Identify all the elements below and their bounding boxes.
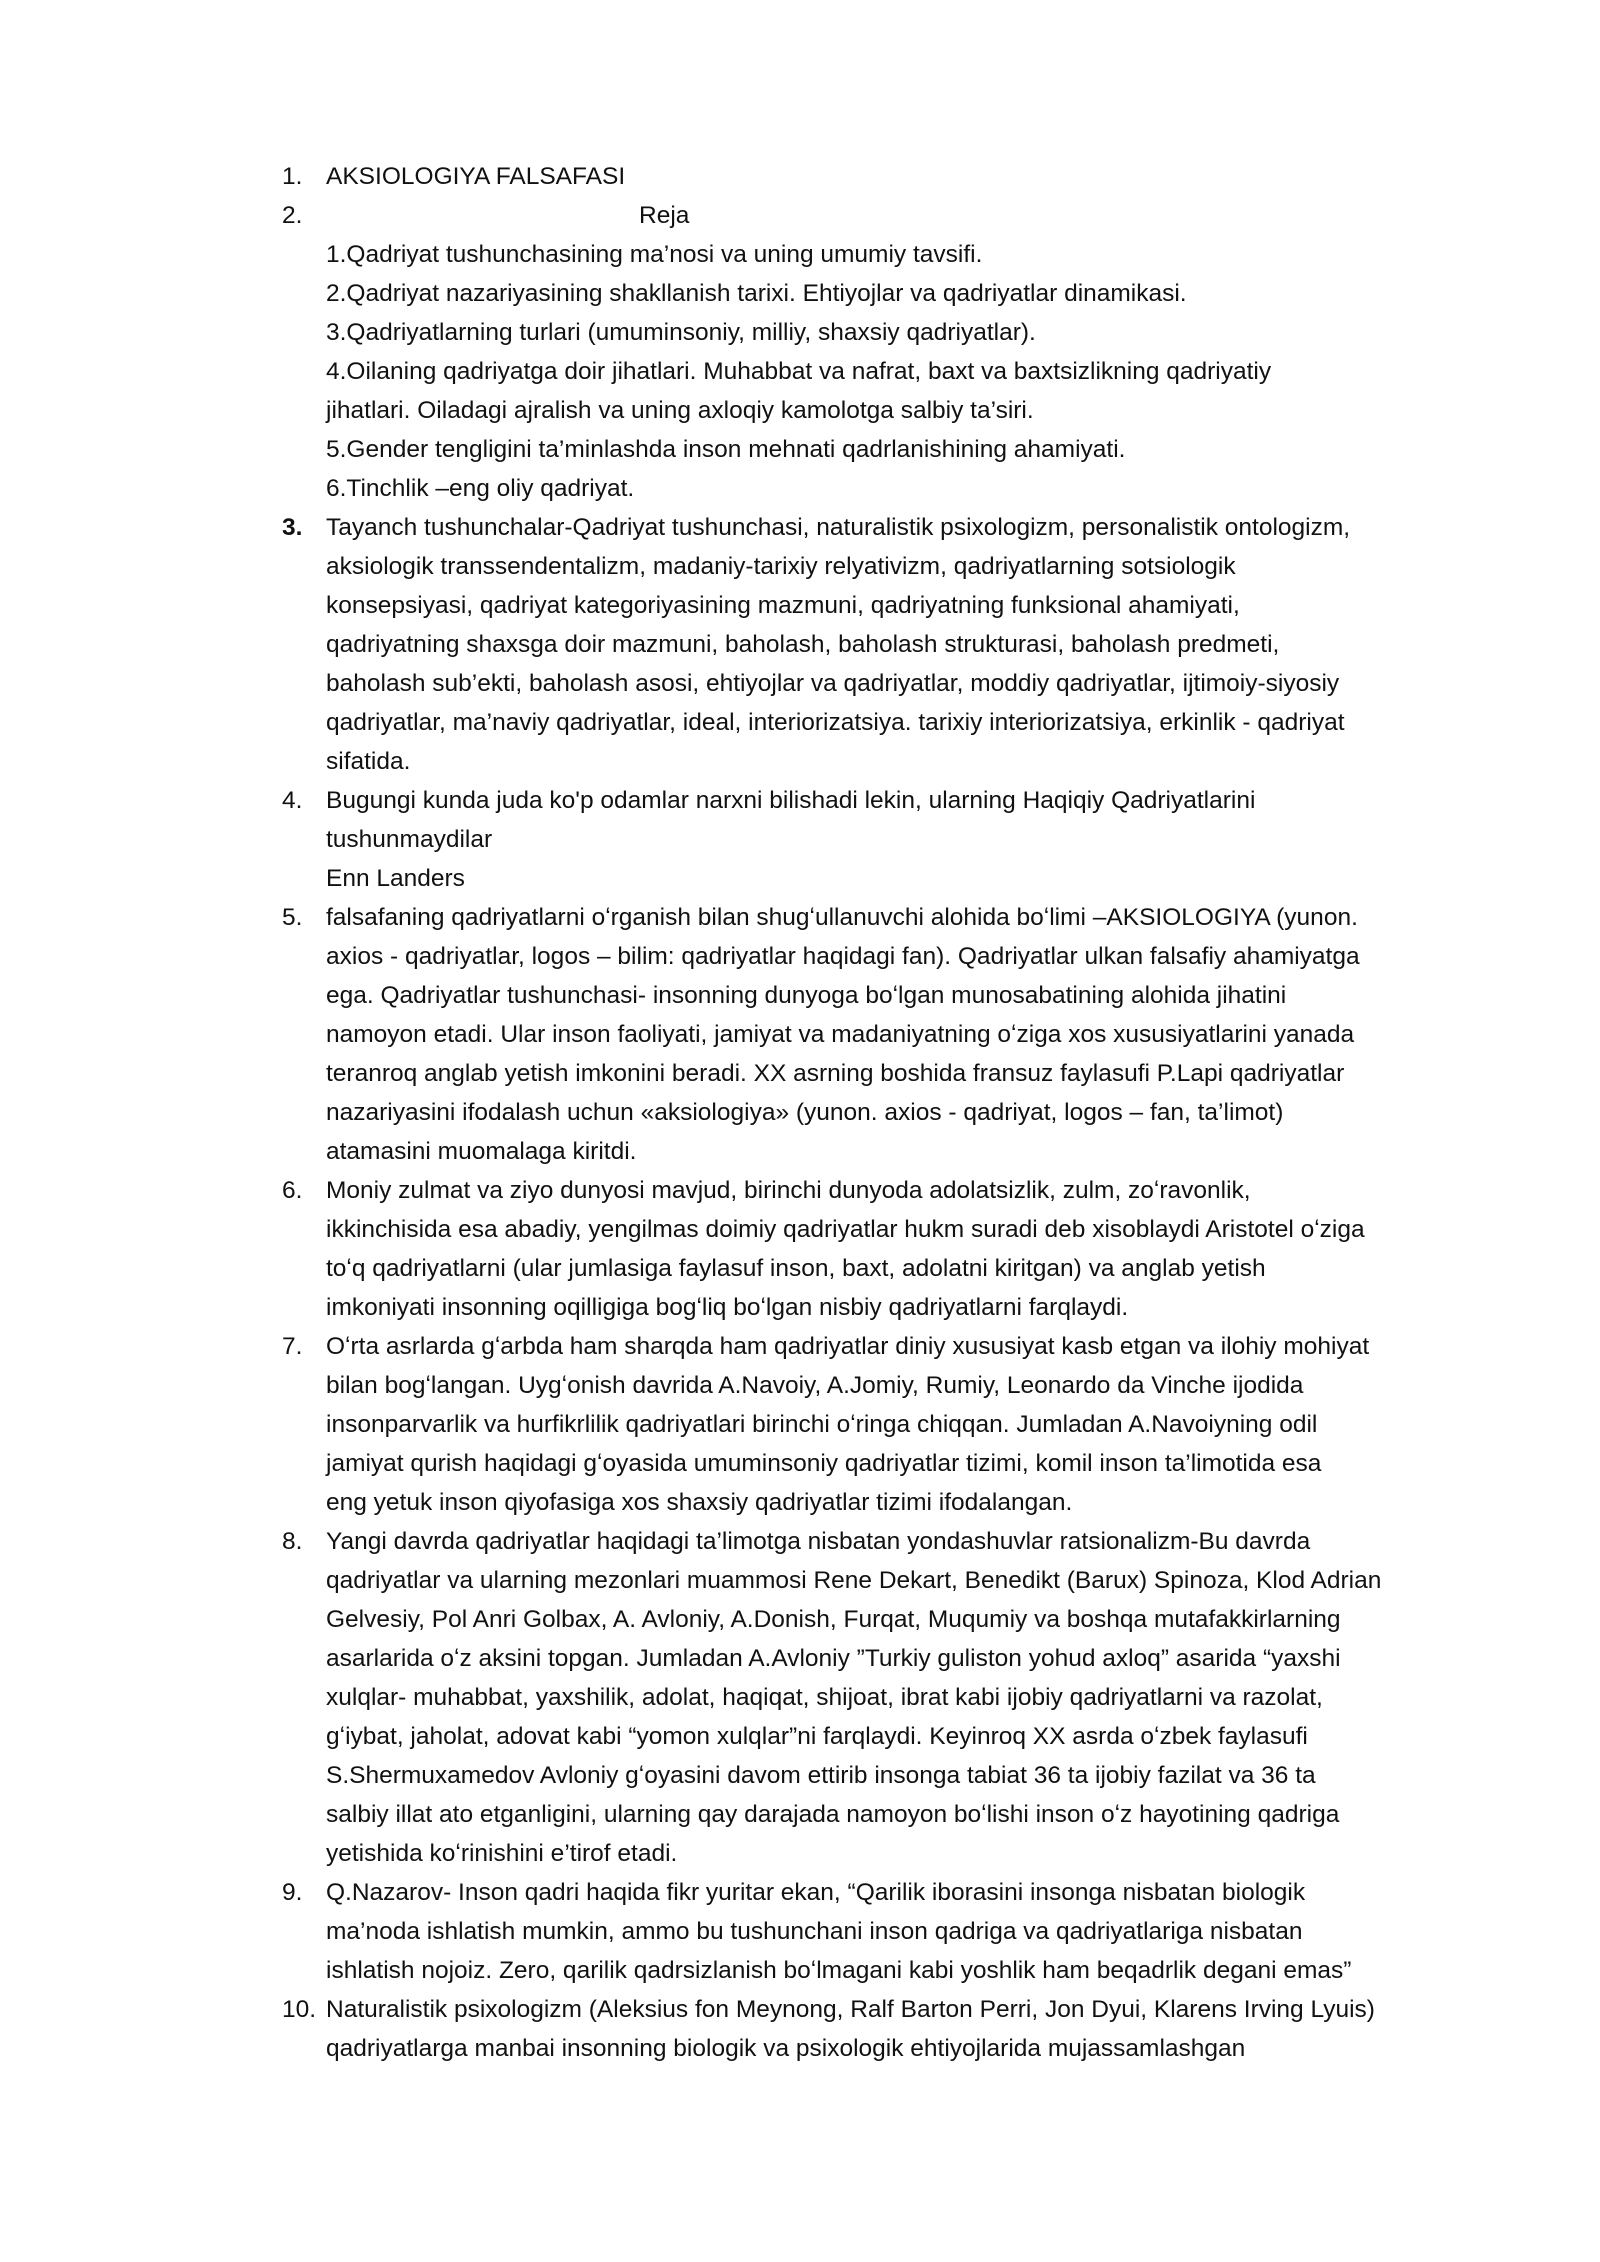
text-line: baholash sub’ekti, baholash asosi, ehtiyojlar va qadriyatlar, moddiy qadriyatlar, ijtimoiy-siyosiy (326, 670, 1340, 697)
list-item (270, 1327, 1495, 1522)
text-line: ishlatish nojoiz. Zero, qarilik qadrsizlanish boʻlmagani kabi yoshlik ham beqadrlik degani emas” (326, 1957, 1352, 1984)
text-line: ega. Qadriyatlar tushunchasi- insonning dunyoga boʻlgan munosabatining alohida jihatini (326, 982, 1287, 1009)
list-number: 4. (282, 787, 303, 814)
text-line: asarlarida oʻz aksini topgan. Jumladan A.Avloniy ”Turkiy guliston yohud axloq” asarida “yaxshi (326, 1645, 1341, 1672)
list-number: 3. (282, 514, 303, 541)
plan-item: 4.Oilaning qadriyatga doir jihatlari. Muhabbat va nafrat, baxt va baxtsizlikning qadriyatiy (326, 358, 1272, 385)
text-line: axios - qadriyatlar, logos – bilim: qadriyatlar haqidagi fan). Qadriyatlar ulkan falsafiy ahamiyatga (326, 943, 1360, 970)
quote-line: Bugungi kunda juda ko'p odamlar narxni bilishadi lekin, ularning Haqiqiy Qadriyatlarini (326, 787, 1256, 814)
document-title: AKSIOLOGIYA FALSAFASI (326, 163, 626, 190)
text-line: toʻq qadriyatlarni (ular jumlasiga faylasuf inson, baxt, adolatni kiritgan) va anglab yetish (326, 1255, 1266, 1282)
list-number: 2. (282, 202, 303, 229)
quote-author: Enn Landers (326, 865, 465, 892)
list-item (270, 1990, 1495, 2068)
text-line: aksiologik transsendentalizm, madaniy-tarixiy relyativizm, qadriyatlarning sotsiologik (326, 553, 1236, 580)
plan-item: 3.Qadriyatlarning turlari (umuminsoniy, milliy, shaxsiy qadriyatlar). (326, 319, 1036, 346)
list-number: 1. (282, 163, 303, 190)
text-line: atamasini muomalaga kiritdi. (326, 1138, 637, 1165)
list-item (270, 898, 1495, 1171)
text-line: Oʻrta asrlarda gʻarbda ham sharqda ham qadriyatlar diniy xususiyat kasb etgan va ilohiy mohiyat (326, 1333, 1370, 1360)
list-number: 9. (282, 1879, 303, 1906)
list-item (270, 157, 1495, 196)
text-line: qadriyatlarga manbai insonning biologik va psixologik ehtiyojlarida mujassamlashgan (326, 2035, 1246, 2062)
quote-line: tushunmaydilar (326, 826, 493, 853)
text-line: bilan bogʻlangan. Uygʻonish davrida A.Navoiy, A.Jomiy, Rumiy, Leonardo da Vinche ijodida (326, 1372, 1304, 1399)
plan-item: 1.Qadriyat tushunchasining ma’nosi va uning umumiy tavsifi. (326, 241, 983, 268)
text-line: Moniy zulmat va ziyo dunyosi mavjud, birinchi dunyoda adolatsizlik, zulm, zoʻravonlik, (326, 1177, 1251, 1204)
text-line: qadriyatlar, ma’naviy qadriyatlar, ideal, interiorizatsiya. tarixiy interiorizatsiya, erkinlik - qadriyat (326, 709, 1345, 736)
list-item (270, 1873, 1495, 1990)
list-item (270, 1171, 1495, 1327)
text-line: Tayanch tushunchalar-Qadriyat tushunchasi, naturalistik psixologizm, personalistik ontologizm, (326, 514, 1351, 541)
text-line: Q.Nazarov- Inson qadri haqida fikr yuritar ekan, “Qarilik iborasini insonga nisbatan biologik (326, 1879, 1306, 1906)
text-line: Yangi davrda qadriyatlar haqidagi ta’limotga nisbatan yondashuvlar ratsionalizm-Bu davrda (326, 1528, 1311, 1555)
list-number: 6. (282, 1177, 303, 1204)
text-line: Naturalistik psixologizm (Aleksius fon Meynong, Ralf Barton Perri, Jon Dyui, Klarens Irving Lyuis) (326, 1996, 1375, 2023)
plan-item: 2.Qadriyat nazariyasining shakllanish tarixi. Ehtiyojlar va qadriyatlar dinamikasi. (326, 280, 1187, 307)
text-line: eng yetuk inson qiyofasiga xos shaxsiy qadriyatlar tizimi ifodalangan. (326, 1489, 1073, 1516)
list-number: 5. (282, 904, 303, 931)
text-line: namoyon etadi. Ular inson faoliyati, jamiyat va madaniyatning oʻziga xos xususiyatlarini yanada (326, 1021, 1355, 1048)
text-line: xulqlar- muhabbat, yaxshilik, adolat, haqiqat, shijoat, ibrat kabi ijobiy qadriyatlarni va razolat, (326, 1684, 1323, 1711)
text-line: ma’noda ishlatish mumkin, ammo bu tushunchani inson qadriga va qadriyatlariga nisbatan (326, 1918, 1303, 1945)
list-item (270, 508, 1495, 781)
text-line: konsepsiyasi, qadriyat kategoriyasining mazmuni, qadriyatning funksional ahamiyati, (326, 592, 1240, 619)
text-line: imkoniyati insonning oqilligiga bogʻliq boʻlgan nisbiy qadriyatlarni farqlaydi. (326, 1294, 1129, 1321)
text-line: jamiyat qurish haqidagi gʻoyasida umuminsoniy qadriyatlar tizimi, komil inson ta’limotida esa (326, 1450, 1322, 1477)
text-line: Gelvesiy, Pol Anri Golbax, A. Avloniy, A.Donish, Furqat, Muqumiy va boshqa mutafakkirlarning (326, 1606, 1341, 1633)
plan-item: 5.Gender tengligini ta’minlashda inson mehnati qadrlanishining ahamiyati. (326, 436, 1126, 463)
text-line: salbiy illat ato etganligini, ularning qay darajada namoyon boʻlishi inson oʻz hayotining qadriga (326, 1801, 1340, 1828)
plan-item: jihatlari. Oiladagi ajralish va uning axloqiy kamolotga salbiy ta’siri. (326, 397, 1034, 424)
text-line: teranroq anglab yetish imkonini beradi. XX asrning boshida fransuz faylasufi P.Lapi qadriyatlar (326, 1060, 1345, 1087)
text-line: nazariyasini ifodalash uchun «aksiologiya» (yunon. axios - qadriyat, logos – fan, ta’limot) (326, 1099, 1284, 1126)
plan-heading: Reja (639, 202, 690, 229)
text-line: insonparvarlik va hurfikrlilik qadriyatlari birinchi oʻringa chiqqan. Jumladan A.Navoiyning odil (326, 1411, 1318, 1438)
list-item (270, 781, 1495, 898)
plan-item: 6.Tinchlik –eng oliy qadriyat. (326, 475, 635, 502)
text-line: yetishida koʻrinishini e’tirof etadi. (326, 1840, 678, 1867)
list-item (270, 1522, 1495, 1873)
text-line: qadriyatlar va ularning mezonlari muammosi Rene Dekart, Benedikt (Barux) Spinoza, Klod Adrian (326, 1567, 1382, 1594)
text-line: S.Shermuxamedov Avloniy gʻoyasini davom ettirib insonga tabiat 36 ta ijobiy fazilat va 36 ta (326, 1762, 1316, 1789)
list-number: 8. (282, 1528, 303, 1555)
list-number: 7. (282, 1333, 303, 1360)
list-number: 10. (282, 1996, 317, 2023)
text-line: gʻiybat, jaholat, adovat kabi “yomon xulqlar”ni farqlaydi. Keyinroq XX asrda oʻzbek faylasufi (326, 1723, 1308, 1750)
text-line: ikkinchisida esa abadiy, yengilmas doimiy qadriyatlar hukm suradi deb xisoblaydi Aristotel oʻziga (326, 1216, 1365, 1243)
text-line: qadriyatning shaxsga doir mazmuni, baholash, baholash strukturasi, baholash predmeti, (326, 631, 1280, 658)
text-line: sifatida. (326, 748, 411, 775)
list-item (270, 196, 1495, 508)
numbered-list (270, 157, 1495, 2068)
text-line: falsafaning qadriyatlarni oʻrganish bilan shugʻullanuvchi alohida boʻlimi –AKSIOLOGIYA (yunon. (326, 904, 1358, 931)
